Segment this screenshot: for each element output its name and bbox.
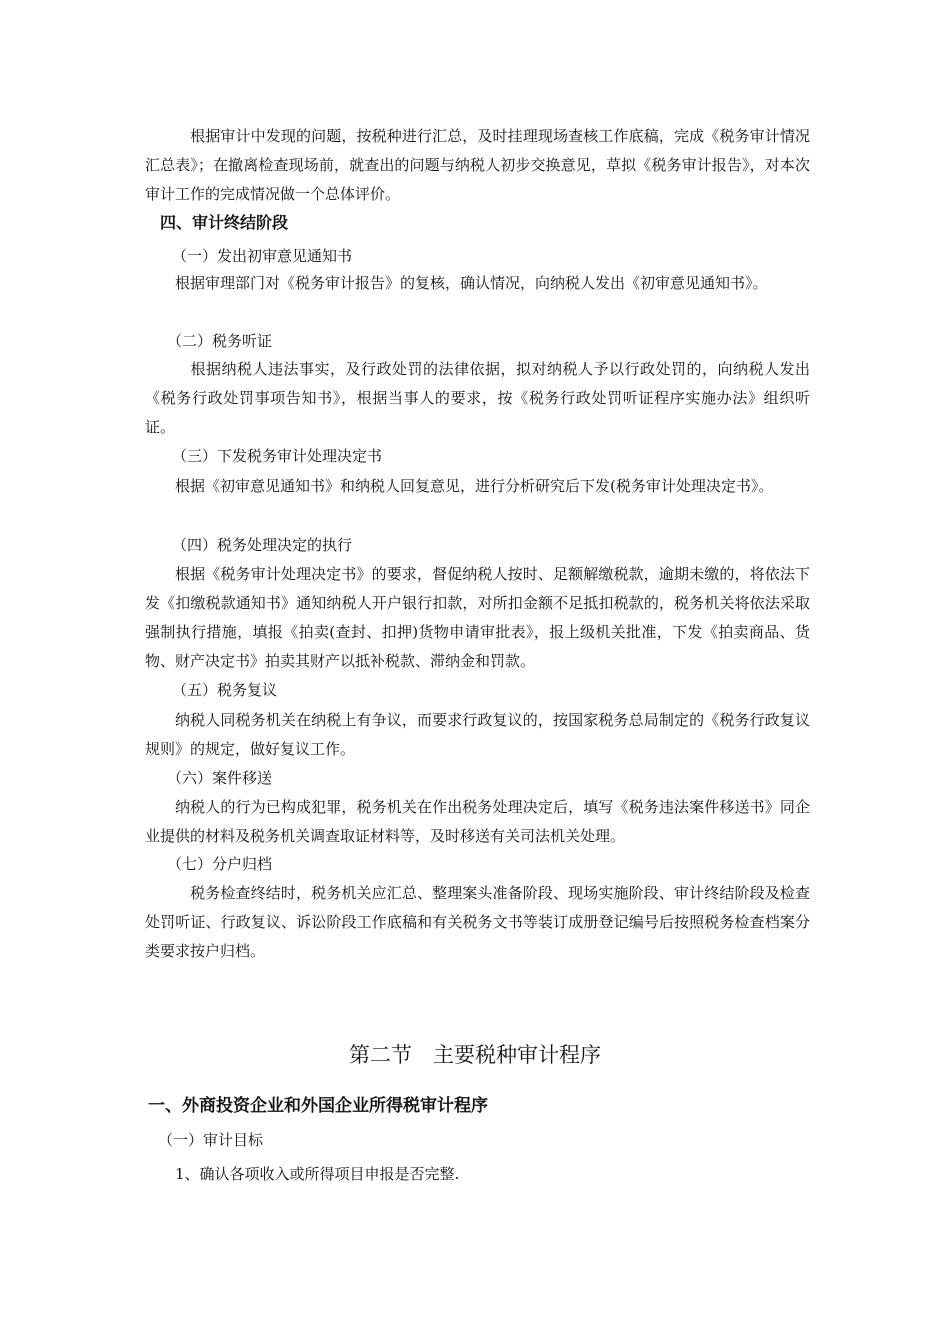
item-title-7: （七）分户归档: [167, 855, 273, 873]
item-title-3: （三）下发税务审计处理决定书: [172, 447, 383, 465]
item-body-6: 纳税人的行为已构成犯罪，税务机关在作出税务处理决定后，填写《税务违法案件移送书》同企业提供的材料及税务机关调查取证材料等，及时移送有关司法机关处理。: [145, 798, 810, 845]
item-title-1: （一）发出初审意见通知书: [172, 247, 353, 265]
item-title-6: （六）案件移送: [167, 769, 273, 787]
section-heading-conclusion-stage: 四、审计终结阶段: [160, 213, 289, 232]
item-title-4: （四）税务处理决定的执行: [172, 536, 353, 554]
section-title: 第二节 主要税种审计程序: [349, 1043, 601, 1067]
item-body-3: 根据《初审意见通知书》和纳税人回复意见，进行分析研究后下发(税务审计处理决定书》。: [175, 477, 774, 495]
item-body-7: 税务检查终结时，税务机关应汇总、整理案头准备阶段、现场实施阶段、审计终结阶段及检查处罚听证、行政复议、诉讼阶段工作底稿和有关税务文书等装订成册登记编号后按照税务检查档案分类要求按户归档。: [145, 884, 810, 960]
sub-heading-income-tax: 一、外商投资企业和外国企业所得税审计程序: [148, 1096, 488, 1116]
item-title-2: （二）税务听证: [167, 332, 273, 350]
objective-line-1: 1、确认各项收入或所得项目申报是否完整.: [175, 1165, 460, 1183]
item-title-5: （五）税务复议: [172, 681, 278, 699]
item-body-4: 根据《税务审计处理决定书》的要求，督促纳税人按时、足额解缴税款，逾期未缴的，将依法下发《扣缴税款通知书》通知纳税人开户银行扣款，对所扣金额不足抵扣税款的，税务机关将依法采取强制执行措施，填报《拍卖(查封、扣押)货物申请审批表》，报上级机关批准，下发《拍卖商品、货物、财产决定书》拍卖其财产以抵补税款、滞纳金和罚款。: [145, 565, 810, 670]
item-title-audit-objective: （一）审计目标: [158, 1131, 264, 1149]
item-body-1: 根据审理部门对《税务审计报告》的复核，确认情况，向纳税人发出《初审意见通知书》。: [175, 274, 768, 292]
item-body-2: 根据纳税人违法事实，及行政处罚的法律依据，拟对纳税人予以行政处罚的，向纳税人发出《税务行政处罚事项告知书》，根据当事人的要求，按《税务行政处罚听证程序实施办法》组织听证。: [145, 360, 810, 436]
intro-paragraph: 根据审计中发现的问题，按税种进行汇总，及时挂理现场查核工作底稿，完成《税务审计情况汇总表》；在撤离检查现场前，就查出的问题与纳税人初步交换意见，草拟《税务审计报告》，对本次审计工作的完成情况做一个总体评价。: [145, 127, 810, 203]
item-body-5: 纳税人同税务机关在纳税上有争议，而要求行政复议的，按国家税务总局制定的《税务行政复议规则》的规定，做好复议工作。: [145, 711, 810, 758]
